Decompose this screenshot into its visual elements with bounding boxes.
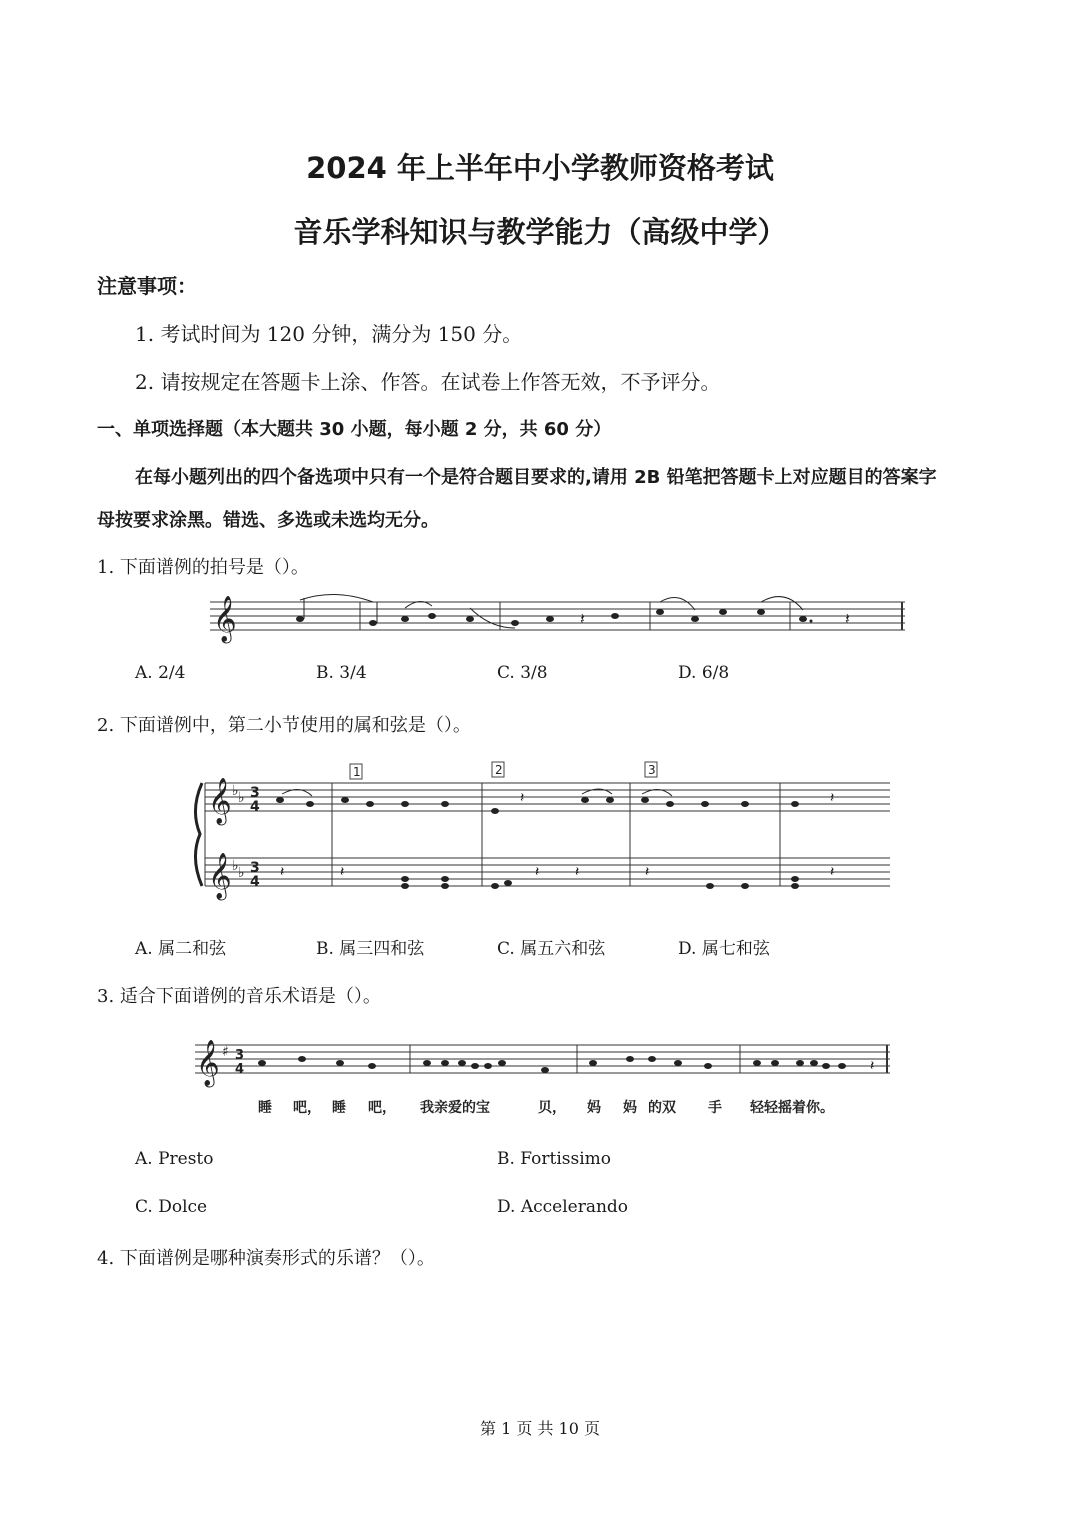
page-number: 第 1 页 共 10 页	[480, 1419, 600, 1438]
treble-clef-icon: 𝄞	[196, 1040, 220, 1086]
section-instruction-line2: 母按要求涂黑。错选、多选或未选均无分。	[97, 510, 439, 531]
flat-icon: ♭	[232, 858, 239, 874]
time-signature-top: 3	[235, 1048, 245, 1063]
question-3-option-a[interactable]: A. Presto	[135, 1149, 214, 1169]
svg-text:1: 1	[353, 765, 361, 779]
svg-text:𝄽: 𝄽	[830, 864, 835, 880]
treble-clef-icon: 𝄞	[208, 778, 232, 824]
svg-text:轻轻摇着你。: 轻轻摇着你。	[750, 1100, 834, 1116]
question-3-lyrics	[258, 1099, 834, 1116]
question-3-stem: 3. 适合下面谱例的音乐术语是（）。	[97, 986, 381, 1007]
question-2-option-c[interactable]: C. 属五六和弦	[497, 939, 606, 959]
question-2-score	[190, 758, 895, 910]
question-1-option-b[interactable]: B. 3/4	[316, 663, 367, 683]
treble-clef-icon: 𝄞	[213, 596, 237, 642]
svg-text:贝，: 贝，	[538, 1100, 566, 1116]
section-instruction-line1: 在每小题列出的四个备选项中只有一个是符合题目要求的,请用 2B 铅笔把答题卡上对应题目的答案字	[135, 467, 937, 488]
question-1-option-a[interactable]: A. 2/4	[135, 663, 186, 683]
svg-text:妈: 妈	[623, 1100, 637, 1116]
time-signature-bottom: 4	[250, 799, 260, 815]
svg-text:𝄽: 𝄽	[830, 790, 835, 806]
measure-number-3	[645, 762, 657, 777]
svg-text:𝄽: 𝄽	[845, 609, 850, 628]
svg-text:睡: 睡	[332, 1100, 346, 1116]
svg-text:𝄽: 𝄽	[520, 790, 525, 806]
svg-text:的双: 的双	[648, 1100, 676, 1116]
time-signature-bottom: 4	[250, 874, 260, 890]
treble-clef-icon: 𝄞	[208, 853, 232, 899]
svg-text:吧，: 吧，	[368, 1100, 396, 1116]
question-3-option-d[interactable]: D. Accelerando	[497, 1197, 629, 1217]
svg-text:𝄽: 𝄽	[340, 864, 345, 880]
measure-number-1	[350, 764, 362, 779]
flat-icon: ♭	[232, 783, 239, 799]
exam-subtitle: 音乐学科知识与教学能力（高级中学）	[293, 215, 787, 249]
svg-text:吧，: 吧，	[293, 1100, 321, 1116]
svg-text:𝄽: 𝄽	[645, 864, 650, 880]
sharp-icon: ♯	[222, 1044, 229, 1060]
svg-text:睡: 睡	[258, 1100, 272, 1116]
flat-icon: ♭	[238, 790, 245, 806]
question-4-stem: 4. 下面谱例是哪种演奏形式的乐谱？（）。	[97, 1248, 435, 1269]
exam-title: 2024 年上半年中小学教师资格考试	[306, 151, 774, 185]
svg-text:妈: 妈	[587, 1100, 601, 1116]
svg-text:2: 2	[495, 763, 503, 777]
question-1-option-d[interactable]: D. 6/8	[678, 663, 730, 683]
time-signature-bottom: 4	[235, 1062, 245, 1077]
question-2-option-a[interactable]: A. 属二和弦	[135, 939, 227, 959]
question-3-option-b[interactable]: B. Fortissimo	[497, 1149, 612, 1169]
question-1-score	[205, 588, 910, 646]
question-2-stem: 2. 下面谱例中，第二小节使用的属和弦是（）。	[97, 715, 471, 736]
notice-item-2: 2. 请按规定在答题卡上涂、作答。在试卷上作答无效，不予评分。	[135, 370, 721, 394]
svg-text:𝄽: 𝄽	[575, 864, 580, 880]
measure-number-2	[492, 762, 504, 777]
svg-text:3: 3	[648, 763, 656, 777]
question-3-score	[190, 1030, 895, 1120]
flat-icon: ♭	[238, 865, 245, 881]
svg-text:我亲爱的宝: 我亲爱的宝	[420, 1100, 490, 1116]
question-2-option-d[interactable]: D. 属七和弦	[678, 939, 770, 959]
svg-text:𝄽: 𝄽	[580, 609, 585, 628]
brace-icon	[195, 783, 202, 886]
question-3-option-c[interactable]: C. Dolce	[135, 1197, 208, 1217]
question-1-option-c[interactable]: C. 3/8	[497, 663, 548, 683]
svg-text:𝄽: 𝄽	[870, 1058, 875, 1074]
svg-text:𝄽: 𝄽	[280, 864, 285, 880]
notice-item-1: 1. 考试时间为 120 分钟，满分为 150 分。	[135, 322, 523, 346]
svg-text:手: 手	[708, 1100, 722, 1116]
notice-heading: 注意事项：	[97, 274, 197, 298]
time-signature-top: 3	[250, 860, 260, 876]
section-heading: 一、单项选择题（本大题共 30 小题，每小题 2 分，共 60 分）	[97, 419, 612, 440]
svg-text:𝄽: 𝄽	[535, 864, 540, 880]
time-signature-top: 3	[250, 785, 260, 801]
question-1-stem: 1. 下面谱例的拍号是（）。	[97, 557, 309, 578]
question-2-notes	[276, 790, 834, 889]
question-2-option-b[interactable]: B. 属三四和弦	[316, 939, 425, 959]
